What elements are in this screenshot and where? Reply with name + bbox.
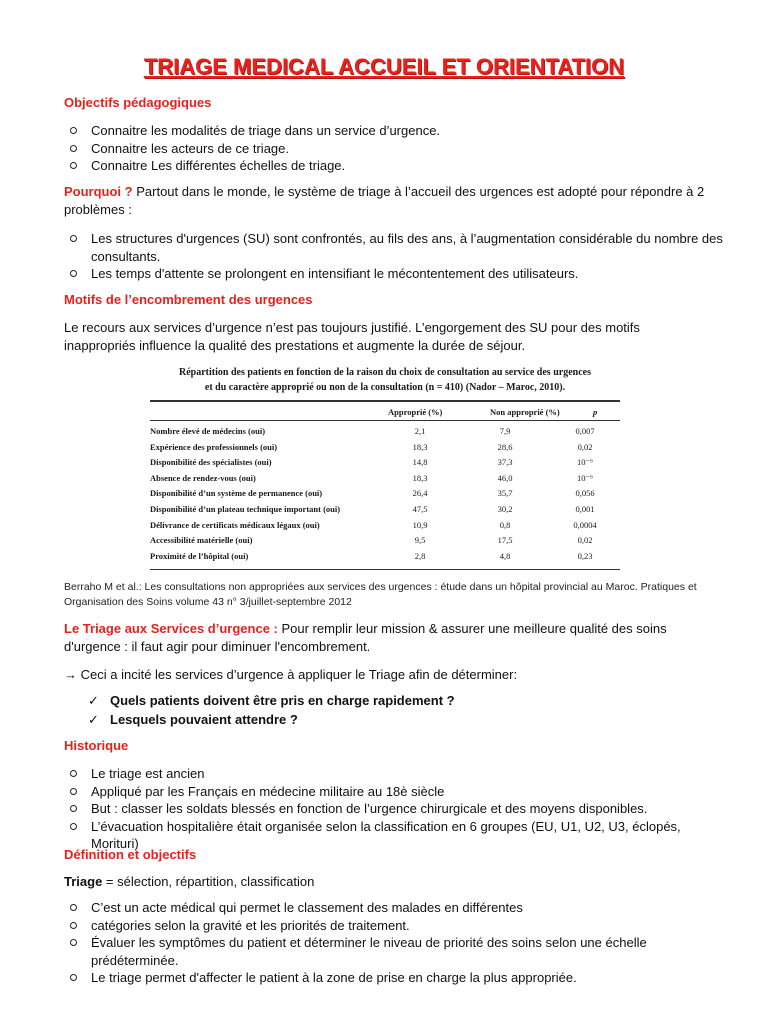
triage-text: Pour remplir leur mission & assurer une meilleure qualité des soins d'urgence : il faut agir pour diminuer l'encombrement.	[64, 621, 667, 654]
list-item: Les structures d'urgences (SU) sont confrontés, au fils des ans, à l’augmentation considérable du nombre des consultants.	[64, 230, 724, 265]
definition-term-line	[64, 873, 714, 891]
table-header-rule	[150, 420, 620, 421]
table-caption-line2: et du caractère approprié ou non de la consultation (n = 410) (Nador – Maroc, 2010).	[204, 382, 566, 393]
checkmark-icon: ✓	[88, 693, 99, 708]
checkmark-icon: ✓	[88, 712, 99, 727]
table-caption-line1: Répartition des patients en fonction de la raison du choix de consultation au service des urgences	[179, 367, 591, 378]
table-row: Absence de rendez-vous (oui) 18,3 46,0 10⁻⁶	[150, 472, 593, 483]
table-header-non-approprie: Non approprié (%)	[490, 407, 560, 417]
table-row: Disponibilité d’un système de permanence (oui) 26,4 35,7 0,056	[150, 488, 595, 499]
table-bottom-rule	[150, 569, 620, 570]
circle-bullet-icon	[70, 270, 77, 277]
definition-list	[64, 899, 724, 987]
list-item: ✓ Quels patients doivent être pris en charge rapidement ?	[88, 693, 455, 708]
consultation-table	[150, 364, 620, 572]
table-row: Proximité de l’hôpital (oui) 2,8 4,8 0,23	[150, 550, 593, 561]
circle-bullet-icon	[70, 788, 77, 795]
list-item: ✓ Lesquels pouvaient attendre ?	[88, 712, 298, 727]
table-row: Disponibilité d’un plateau technique important (oui) 47,5 30,2 0,001	[150, 503, 595, 514]
pourquoi-text: Partout dans le monde, le système de triage à l’accueil des urgences est adopté pour répondre à 2 problèmes :	[64, 184, 705, 217]
table-top-rule	[150, 400, 620, 402]
table-body	[150, 424, 620, 564]
circle-bullet-icon	[70, 904, 77, 911]
list-item: Appliqué par les Français en médecine militaire au 18è siècle	[64, 783, 724, 801]
circle-bullet-icon	[70, 770, 77, 777]
circle-bullet-icon	[70, 805, 77, 812]
definition-term-text: = sélection, répartition, classification	[102, 874, 315, 889]
list-item: Connaitre les acteurs de ce triage.	[64, 140, 724, 158]
pourquoi-list	[64, 230, 724, 283]
historique-heading: Historique	[64, 738, 129, 753]
page-title: TRIAGE MEDICAL ACCUEIL ET ORIENTATION	[143, 54, 625, 79]
historique-list	[64, 765, 724, 853]
table-row: Disponibilité des spécialistes (oui) 14,8 37,3 10⁻⁶	[150, 457, 593, 468]
list-item: catégories selon la gravité et les priorités de traitement.	[64, 917, 724, 935]
list-item: Les temps d'attente se prolongent en intensifiant le mécontentement des utilisateurs.	[64, 265, 724, 283]
circle-bullet-icon	[70, 162, 77, 169]
list-item: But : classer les soldats blessés en fonction de l’urgence chirurgicale et des moyens disponibles.	[64, 800, 724, 818]
circle-bullet-icon	[70, 235, 77, 242]
definition-term: Triage	[64, 874, 103, 889]
pourquoi-label: Pourquoi ?	[64, 184, 133, 199]
circle-bullet-icon	[70, 939, 77, 946]
table-header-p: p	[593, 407, 598, 417]
motifs-paragraph: Le recours aux services d’urgence n’est pas toujours justifié. L’engorgement des SU pour des motifs inappropriés influence la qualité des prestations et augmente la durée de séjour.	[64, 320, 640, 353]
motifs-heading: Motifs de l’encombrement des urgences	[64, 292, 313, 307]
list-item: Connaitre Les différentes échelles de triage.	[64, 157, 724, 175]
table-row: Accessibilité matérielle (oui) 9,5 17,5 0,02	[150, 535, 593, 546]
list-item: C’est un acte médical qui permet le classement des malades en différentes	[64, 899, 724, 917]
circle-bullet-icon	[70, 127, 77, 134]
circle-bullet-icon	[70, 145, 77, 152]
list-item: Le triage est ancien	[64, 765, 724, 783]
pourquoi-paragraph	[64, 183, 714, 219]
triage-arrow-line: → Ceci a incité les services d’urgence à appliquer le Triage afin de déterminer:	[64, 667, 518, 682]
table-row: Délivrance de certificats médicaux légaux (oui) 10,9 0,8 0,0004	[150, 519, 597, 530]
list-item: Évaluer les symptômes du patient et déterminer le niveau de priorité des soins selon une échelle prédéterminée.	[64, 934, 724, 969]
triage-label: Le Triage aux Services d’urgence :	[64, 621, 278, 636]
list-item: Connaitre les modalités de triage dans un service d’urgence.	[64, 122, 724, 140]
list-item: L’évacuation hospitalière était organisée selon la classification en 6 groupes (EU, U1, U2, U3, éclopés, Morituri)	[64, 818, 724, 853]
table-row: Expérience des professionnels (oui) 18,3 28,6 0,02	[150, 441, 593, 452]
table-row: Nombre élevé de médecins (oui) 2,1 7,9 0,007	[150, 426, 595, 436]
objectifs-heading: Objectifs pédagogiques	[64, 95, 212, 110]
circle-bullet-icon	[70, 922, 77, 929]
table-header-approprie: Approprié (%)	[388, 407, 443, 417]
circle-bullet-icon	[70, 974, 77, 981]
reference-citation: Berraho M et al.: Les consultations non appropriées aux services des urgences : étude dans un hôpital provincial au Maroc. Pratiques et Organisation des Soins volume 43 n° 3/juillet-septembre 2012	[64, 581, 697, 608]
triage-check-list	[86, 691, 455, 729]
list-item: Le triage permet d'affecter le patient à la zone de prise en charge la plus appropriée.	[64, 969, 724, 987]
objectifs-list	[64, 122, 724, 175]
circle-bullet-icon	[70, 823, 77, 830]
definition-heading: Définition et objectifs	[64, 847, 197, 862]
triage-paragraph	[64, 620, 714, 656]
